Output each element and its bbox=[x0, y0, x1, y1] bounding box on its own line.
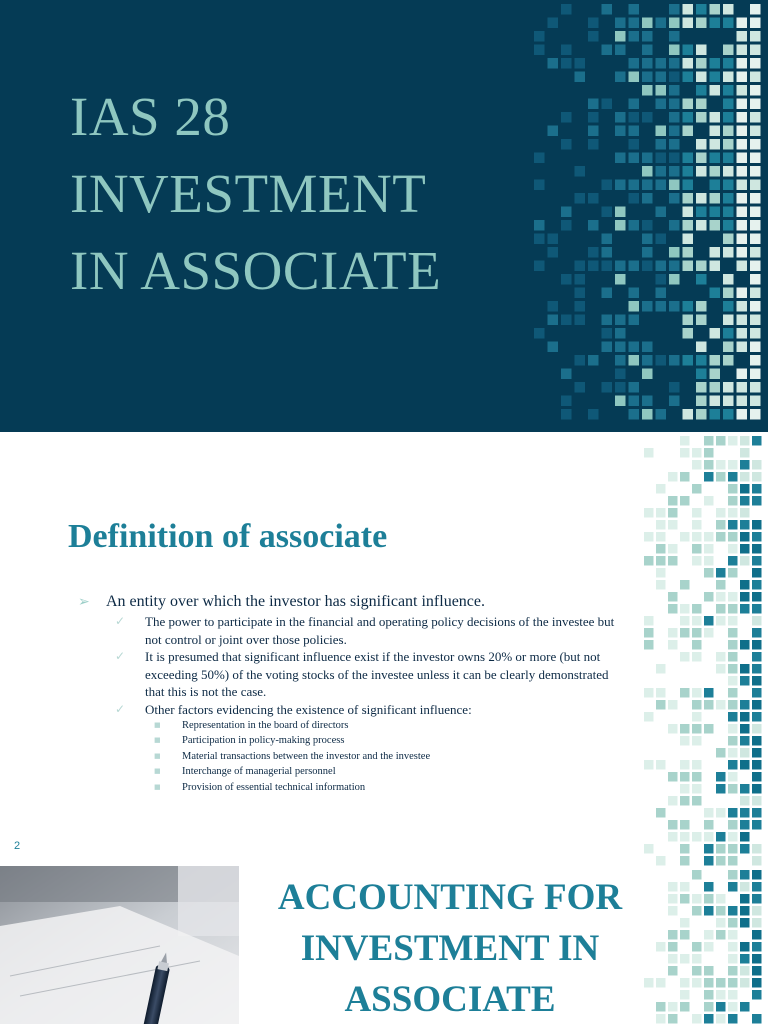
bullet-text: Material transactions between the investor and the investee bbox=[182, 750, 431, 762]
bullet-text: Provision of essential technical information bbox=[182, 781, 366, 793]
page-number: 2 bbox=[14, 840, 21, 852]
pen-photo-illustration bbox=[0, 866, 239, 1024]
bullet-text: Other factors evidencing the existence of significant influence: bbox=[145, 701, 472, 717]
slide-accounting bbox=[0, 866, 768, 1024]
slide-definition bbox=[0, 432, 768, 866]
list-item bbox=[115, 648, 618, 701]
square-bullet-icon: ■ bbox=[154, 751, 161, 760]
title-line-3: ASSOCIATE bbox=[344, 979, 556, 1020]
arrow-bullet-icon: ➢ bbox=[78, 594, 90, 610]
bullet-text: An entity over which the investor has significant influence. bbox=[106, 593, 486, 610]
list-item bbox=[154, 764, 618, 779]
list-item bbox=[154, 718, 618, 733]
bullet-text: It is presumed that significant influence exist if the investor owns 20% or more (but not exceeding 50%) of the voting stocks of the investee unless it can be clearly demonstrated that this is not the case. bbox=[145, 649, 609, 699]
square-bullet-icon: ■ bbox=[154, 736, 161, 745]
square-bullet-icon: ■ bbox=[154, 782, 161, 791]
presentation-title bbox=[70, 78, 441, 309]
desk-pen-photo bbox=[0, 866, 239, 1024]
bullet-text: Representation in the board of directors bbox=[182, 720, 349, 731]
title-line-2: INVESTMENT bbox=[70, 163, 427, 224]
title-line-1: IAS 28 bbox=[70, 86, 231, 147]
bullet-text: Participation in policy-making process bbox=[182, 735, 345, 747]
bullet-list bbox=[78, 592, 618, 795]
list-item bbox=[115, 613, 618, 648]
title-line-2: INVESTMENT IN bbox=[300, 928, 600, 969]
check-bullet-icon: ✓ bbox=[115, 614, 126, 628]
list-item bbox=[154, 733, 618, 748]
slide-title bbox=[0, 0, 768, 432]
bullet-text: Interchange of managerial personnel bbox=[182, 766, 336, 778]
title-line-3: IN ASSOCIATE bbox=[70, 240, 442, 301]
check-bullet-icon: ✓ bbox=[115, 649, 126, 663]
list-item bbox=[78, 592, 618, 612]
slide-heading: Definition of associate bbox=[68, 518, 388, 555]
list-item bbox=[154, 780, 618, 795]
section-title bbox=[248, 872, 652, 1024]
square-bullet-icon: ■ bbox=[154, 721, 161, 729]
bullet-text: The power to participate in the financial and operating policy decisions of the investee but not control or joint over those policies. bbox=[145, 614, 615, 647]
square-bullet-icon: ■ bbox=[154, 767, 161, 776]
list-item bbox=[115, 701, 618, 719]
title-line-1: ACCOUNTING FOR bbox=[277, 877, 623, 918]
list-item bbox=[154, 749, 618, 764]
check-bullet-icon: ✓ bbox=[115, 701, 126, 716]
